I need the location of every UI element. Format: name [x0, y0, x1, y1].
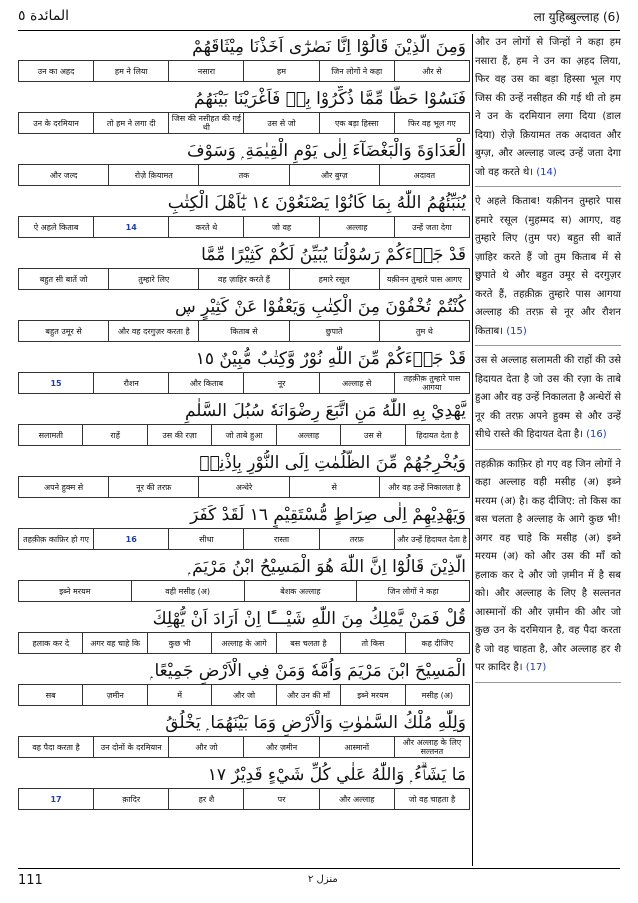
word-cell: हिदायत देता है [405, 425, 469, 445]
translation-row [18, 60, 470, 82]
translation-row [18, 528, 470, 550]
page-header [18, 6, 620, 28]
word-cell: जो ताबे हुआ [211, 425, 275, 445]
word-cell: सब [45, 690, 56, 700]
word-cell: और से [394, 61, 469, 81]
word-cell: किताब से [198, 321, 288, 341]
page-number: 111 [18, 873, 43, 888]
word-cell: नूर की तरफ़ [108, 477, 198, 497]
word-cell: नूर [243, 373, 318, 393]
word-cell: अल्लाह के आगे [211, 633, 275, 653]
word-cell: और उन्हें हिदायत देता है [394, 529, 469, 549]
word-cell: इब्ने मरयम [340, 685, 404, 705]
arabic-line: مَا يَشَاۗءُ ۭ وَاللّٰهُ عَلٰي كُلِّ شَيْءٍ قَدِيْرٌ ١٧ [207, 765, 466, 785]
verse-number: (17) [525, 662, 547, 673]
word-cell: और जल्द [49, 170, 78, 180]
arabic-line: فَنَسُوْا حَظًّا مِّمَّا ذُكِّرُوْا بِهٖ فَاَغْرَيْنَا بَيْنَهُمُ [194, 89, 466, 109]
arabic-line: وَمِنَ الَّذِيْنَ قَالُوْٓا اِنَّا نَصٰرٰٓى اَخَذْنَا مِيْثَاقَهُمْ [192, 37, 466, 57]
word-cell: उन्हें जता देगा [394, 217, 469, 237]
translation-text: और उन लोगों से जिन्हों ने कहा हम नसारा हैं, हम ने उन का अ़हद लिया, फिर वह उस का बड़ा हिस्सा भूल गए जिस की उन्हें नसीहत की गई थी तो हम ने उन के दरमियान लगा दिया (डाल दिया) रोज़े क़ियामत तक अदावत और बुग्ज़, और अल्लाह जल्द उन्हें जता देगा जो वह करते थे। [475, 37, 621, 178]
word-cell: जिन लोगों ने कहा [319, 61, 394, 81]
word-cell: उस से [340, 425, 404, 445]
word-cell: 16 [93, 529, 168, 549]
word-cell: तहक़ीक़ काफ़िर हो गए [23, 534, 89, 544]
word-cell: वह ज़ाहिर करते हैं [198, 269, 288, 289]
word-cell: अल्लाह [276, 425, 340, 445]
word-cell: रोज़े क़ियामत [108, 165, 198, 185]
word-cell: और ज़मीन [243, 737, 318, 757]
word-cell: तुम थे [379, 321, 469, 341]
word-cell: आस्मानों [319, 737, 394, 757]
translation-row [18, 320, 470, 342]
word-cell: तो किस [340, 633, 404, 653]
arabic-line: يَّهْدِيْ بِهِ اللّٰهُ مَنِ اتَّبَعَ رِضْوَانَهٗ سُبُلَ السَّلٰمِ [184, 401, 466, 421]
arabic-line: قُلْ فَمَنْ يَّمْلِكُ مِنَ اللّٰهِ شَيْـــًٔا اِنْ اَرَادَ اَنْ يُّهْلِكَ [152, 609, 466, 629]
translation-row [18, 112, 470, 134]
word-cell: तरफ़ [319, 529, 394, 549]
word-cell: बेशक अल्लाह [244, 581, 357, 601]
word-cell: और जो [211, 685, 275, 705]
translation-row [18, 372, 470, 394]
word-cell: और वह उन्हें निकालता है [379, 477, 469, 497]
surah-title: المائدة ٥ [18, 8, 70, 24]
word-cell: हर शै [168, 789, 243, 809]
translation-column [475, 34, 621, 689]
word-cell: पर [243, 789, 318, 809]
word-cell: हमारे रसूल [289, 269, 379, 289]
word-cell: वह पैदा करता है [32, 742, 80, 752]
verse-number: (14) [536, 166, 557, 178]
word-cell: से [289, 477, 379, 497]
verse-number: (16) [586, 429, 607, 440]
word-cell: बहुत सी बातें जो [39, 274, 88, 284]
translation-paragraph [475, 34, 621, 187]
word-cell: जिस की नसीहत की गई थी [168, 113, 243, 133]
translation-paragraph [475, 456, 621, 683]
translation-row [18, 632, 470, 654]
word-cell: 15 [50, 378, 62, 388]
word-cell: फिर वह भूल गए [394, 113, 469, 133]
translation-text: तहक़ीक़ काफ़िर हो गए वह जिन लोगों ने कहा अल्लाह वही मसीह (अ) इब्ने मरयम (अ) है। कह दीजिए: तो किस का बस चलता है अल्लाह के आगे कुछ भी! अगर वह चाहे कि मसीह (अ) इब्ने मरयम (अ) को और उस की माँ को हलाक कर दे और जो ज़मीन में है सब को। और अल्लाह के लिए है सल्तनत आस्मानों की और ज़मीन की और जो कुछ उन के दरमियान है, वह पैदा करता है जो वह चाहता है, और अल्लाह हर शै पर क़ादिर है। [475, 458, 621, 673]
word-cell: अल्लाह से [319, 373, 394, 393]
word-cell: इब्ने मरयम [59, 586, 91, 596]
arabic-line: وَلِلّٰهِ مُلْكُ السَّمٰوٰتِ وَالْاَرْضِ وَمَا بَيْنَهُمَا ۭ يَخْلُقُ [165, 713, 466, 733]
word-cell: बहुत उमूर से [45, 326, 82, 336]
word-cell: 14 [93, 217, 168, 237]
juz-label: ला युहिब्बुल्लाह (6) [533, 10, 620, 24]
word-cell: यक़ीनन तुम्हारे पास आगए [379, 269, 469, 289]
column-divider [472, 34, 473, 866]
arabic-line: الَّذِيْنَ قَالُوْٓا اِنَّ اللّٰهَ هُوَ الْمَسِيْحُ ابْنُ مَرْيَمَ ۭ [187, 557, 466, 577]
arabic-line: كُنْتُمْ تُخْفُوْنَ مِنَ الْكِتٰبِ وَيَعْفُوْا عَنْ كَثِيْرٍ ڛ [174, 297, 466, 317]
word-cell: वही मसीह (अ) [131, 581, 244, 601]
word-cell: रौशन [93, 373, 168, 393]
translation-row [18, 164, 470, 186]
arabic-line: قَدْ جَاۗءَكُمْ رَسُوْلُنَا يُبَيِّنُ لَكُمْ كَثِيْرًا مِّمَّا [201, 245, 466, 265]
arabic-line: وَيَهْدِيْهِمْ اِلٰى صِرَاطٍ مُّسْتَقِيْمٍ ١٦ لَقَدْ كَفَرَ [190, 505, 466, 525]
word-cell: 17 [50, 794, 62, 804]
word-cell: राहें [82, 425, 146, 445]
word-cell: अदावत [379, 165, 469, 185]
manzil-label: منزل ٢ [308, 874, 338, 885]
arabic-line: الْمَسِيْحَ ابْنَ مَرْيَمَ وَاُمَّهٗ وَمَنْ فِي الْاَرْضِ جَمِيْعًا ۭ [150, 661, 466, 681]
word-cell: अगर वह चाहे कि [82, 633, 146, 653]
arabic-line: وَيُخْرِجُهُمْ مِّنَ الظُّلُمٰتِ اِلَى النُّوْرِ بِاِذْنِهٖ [199, 453, 466, 473]
word-cell: हम ने लिया [93, 61, 168, 81]
word-cell: और जो [168, 737, 243, 757]
word-cell: तहक़ीक़ तुम्हारे पास आगया [394, 373, 469, 393]
word-cell: जो वह [243, 217, 318, 237]
word-cell: उस से जो [243, 113, 318, 133]
word-cell: ऐ अहले किताब [33, 222, 79, 232]
word-cell: तक [198, 165, 288, 185]
translation-row [18, 580, 470, 602]
word-cell: ज़मीन [82, 685, 146, 705]
word-cell: और अल्लाह के लिए सल्तनत [394, 737, 469, 757]
word-cell: और अल्लाह [319, 789, 394, 809]
word-cell: सलामती [38, 430, 63, 440]
word-cell: तो हम ने लगा दी [93, 113, 168, 133]
word-cell: में [147, 685, 211, 705]
word-cell: उस की रज़ा [147, 425, 211, 445]
word-cell: और वह दरगुज़र करता है [108, 321, 198, 341]
word-cell: क़ादिर [93, 789, 168, 809]
word-cell: और किताब [168, 373, 243, 393]
translation-row [18, 736, 470, 758]
word-cell: एक बड़ा हिस्सा [319, 113, 394, 133]
header-divider [18, 30, 620, 31]
translation-text: ऐ अहले किताब! यक़ीनन तुम्हारे पास हमारे रसूल (मुहम्मद स) आगए, वह तुम्हारे लिए (तुम पर) बहुत सी बातें ज़ाहिर करते हैं जो तुम किताब में से छुपाते थे और बहुत उमूर से दरगुज़र करते हैं, तहक़ीक़ तुम्हारे पास आगया अल्लाह की तरफ़ से नूर और रौशन किताब। [475, 196, 621, 337]
word-cell: छुपाते [289, 321, 379, 341]
word-cell: कुछ भी [147, 633, 211, 653]
arabic-line: قَدْ جَاۗءَكُمْ مِّنَ اللّٰهِ نُوْرٌ وَّكِتٰبٌ مُّبِيْنٌ ١٥ [195, 349, 466, 369]
word-cell: हम [243, 61, 318, 81]
word-cell: अल्लाह [319, 217, 394, 237]
word-cell: उन का अहद [37, 66, 75, 76]
word-by-word-grid [18, 34, 470, 814]
word-cell: हलाक कर दे [32, 638, 70, 648]
translation-paragraph [475, 193, 621, 346]
arabic-line: الْعَدَاوَةَ وَالْبَغْضَآءَ اِلٰى يَوْمِ الْقِيٰمَةِ ۭ وَسَوْفَ [186, 141, 466, 161]
translation-row [18, 684, 470, 706]
page-footer [18, 868, 620, 888]
word-cell: सीधा [168, 529, 243, 549]
word-cell: करते थे [168, 217, 243, 237]
word-cell: उन दोनों के दरमियान [93, 737, 168, 757]
translation-text: उस से अल्लाह सलामती की राहों की उसे हिदायत देता है जो उस की रज़ा के ताबे हुआ और वह उन्हें निकालता है अन्धेरों से नूर की तरफ़ अपने हुक्म से और उन्हें सीधे रास्ते की हिदायत देता है। [475, 355, 621, 440]
verse-number: (15) [506, 325, 527, 337]
word-cell: रास्ता [243, 529, 318, 549]
word-cell: और बुग्ज़ [289, 165, 379, 185]
translation-row [18, 476, 470, 498]
translation-row [18, 216, 470, 238]
word-cell: बस चलता है [276, 633, 340, 653]
translation-row [18, 424, 470, 446]
word-cell: नसारा [168, 61, 243, 81]
word-cell: अपने हुक्म से [43, 482, 84, 492]
translation-paragraph [475, 352, 621, 450]
word-cell: उन के दरमियान [33, 118, 79, 128]
word-cell: और उन की माँ [276, 685, 340, 705]
word-cell: अन्धेरे [198, 477, 288, 497]
word-cell: जिन लोगों ने कहा [356, 581, 469, 601]
word-cell: तुम्हारे लिए [108, 269, 198, 289]
translation-row [18, 788, 470, 810]
arabic-line: يُنَبِّئُهُمُ اللّٰهُ بِمَا كَانُوْا يَصْنَعُوْنَ ١٤ يٰٓاَهْلَ الْكِتٰبِ [167, 193, 466, 213]
translation-row [18, 268, 470, 290]
word-cell: कह दीजिए [405, 633, 469, 653]
word-cell: जो वह चाहता है [394, 789, 469, 809]
word-cell: मसीह (अ) [405, 685, 469, 705]
